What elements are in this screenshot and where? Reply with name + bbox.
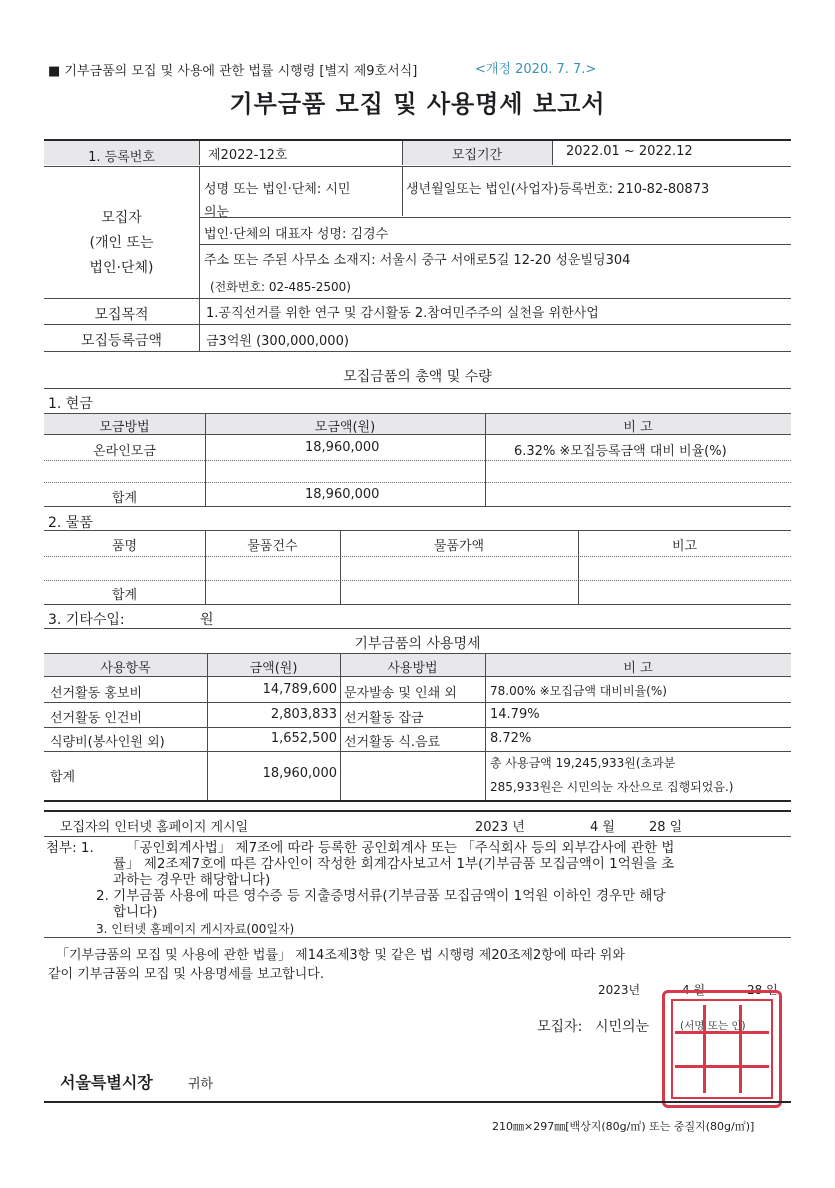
reg-amount-label: 모집등록금액 xyxy=(80,333,163,349)
attachment-2-line1: 2. 기부금품 사용에 따른 영수증 등 지출증명서류(기부금품 모집금액이 1억원 이하인 경우만 해당 xyxy=(96,888,666,904)
usage-row1-method: 문자발송 및 인쇄 외 xyxy=(344,686,457,701)
collector-label-1: 모집자 xyxy=(101,210,142,226)
usage-header-method: 사용방법 xyxy=(387,661,438,676)
cash-header-method: 모금방법 xyxy=(99,420,150,435)
usage-row1-amount: 14,789,600 xyxy=(262,682,337,697)
cash-row-method: 온라인모금 xyxy=(93,444,156,459)
collector-label-2: (개인 또는 xyxy=(89,235,154,251)
statement-line-1: 「기부금품의 모집 및 사용에 관한 법률」 제14조제3항 및 같은 법 시행령 제20조제2항에 따라 위와 xyxy=(56,948,625,963)
revision-note: <개정 2020. 7. 7.> xyxy=(475,62,597,77)
collector-phone: (전화번호: 02-485-2500) xyxy=(210,280,351,294)
usage-section-title: 기부금품의 사용명세 xyxy=(354,636,481,652)
goods-header-count: 물품건수 xyxy=(247,539,298,554)
recipient-name: 서울특별시장 xyxy=(60,1073,153,1092)
collector-representative: 법인·단체의 대표자 성명: 김경수 xyxy=(204,227,389,242)
recipient-suffix: 귀하 xyxy=(188,1077,214,1092)
collector-name-line2: 의눈 xyxy=(204,205,230,220)
purpose-label: 모집목적 xyxy=(94,307,149,323)
usage-row3-note: 8.72% xyxy=(490,731,532,746)
usage-row2-note: 14.79% xyxy=(490,707,540,722)
collector-name-line1: 성명 또는 법인·단체: 시민 xyxy=(204,182,351,197)
internet-post-year: 2023 년 xyxy=(475,820,525,835)
internet-post-day: 28 일 xyxy=(649,820,683,835)
collector-sign-label: 모집자: xyxy=(537,1019,583,1035)
usage-total-note-1: 총 사용금액 19,245,933원(초과분 xyxy=(490,756,676,770)
cash-header-note: 비 고 xyxy=(623,420,653,435)
usage-row1-item: 선거활동 홍보비 xyxy=(50,686,143,701)
collector-label-3: 법인·단체) xyxy=(89,260,154,276)
attachment-3: 3. 인터넷 홈페이지 게시자료(00일자) xyxy=(96,922,295,936)
usage-total-note-2: 285,933원은 시민의눈 자산으로 집행되었음.) xyxy=(490,780,734,794)
usage-header-item: 사용항목 xyxy=(100,661,151,676)
internet-post-month: 4 월 xyxy=(590,820,615,835)
collector-address: 주소 또는 주된 사무소 소재지: 서울시 중구 서애로5길 12-20 성운빌딩304 xyxy=(204,253,631,268)
sign-or-seal-note: (서명 또는 인) xyxy=(680,1020,746,1032)
paper-spec: 210㎜×297㎜[백상지(80g/㎡) 또는 중질지(80g/㎡)] xyxy=(492,1120,755,1133)
collector-sign-name: 시민의눈 xyxy=(595,1019,650,1035)
reg-no-label: 1. 등록번호 xyxy=(88,150,155,165)
period-label: 모집기간 xyxy=(451,148,503,163)
attachment-1-line2: 률」 제2조제7호에 따른 감사인이 작성한 회계감사보고서 1부(기부금품 모집금액이 1억원을 초 xyxy=(113,856,675,872)
cash-total-label: 합계 xyxy=(111,491,138,506)
internet-post-label: 모집자의 인터넷 홈페이지 게시일 xyxy=(60,820,249,835)
attachments-prefix: 첨부: 1. xyxy=(46,840,94,856)
collector-birth-reg: 생년월일또는 법인(사업자)등록번호: 210-82-80873 xyxy=(406,182,710,197)
goods-header-name: 품명 xyxy=(111,539,138,554)
usage-row2-method: 선거활동 잡금 xyxy=(344,711,424,726)
purpose-value: 1.공직선거를 위한 연구 및 감시활동 2.참여민주주의 실천을 위한사업 xyxy=(206,306,599,321)
usage-row3-method: 선거활동 식.음료 xyxy=(344,735,441,750)
usage-header-amount: 금액(원) xyxy=(249,661,298,676)
cash-row-amount: 18,960,000 xyxy=(305,440,380,455)
usage-header-note: 비 고 xyxy=(623,661,653,676)
attachment-1-line3: 과하는 경우만 해당합니다) xyxy=(113,872,271,888)
form-reference: ■ 기부금품의 모집 및 사용에 관한 법률 시행령 [별지 제9호서식] xyxy=(48,64,418,79)
reg-amount-value: 금3억원 (300,000,000) xyxy=(206,334,349,349)
usage-row1-note: 78.00% ※모집금액 대비비율(%) xyxy=(490,684,667,698)
goods-header-value: 물품가액 xyxy=(433,539,485,554)
usage-total-amount: 18,960,000 xyxy=(262,766,337,781)
cash-row-note: 6.32% ※모집등록금액 대비 비율(%) xyxy=(514,444,727,459)
cash-title: 1. 현금 xyxy=(48,396,93,412)
usage-row2-item: 선거활동 인건비 xyxy=(50,711,143,726)
attachment-1-line1: 「공인회계사법」 제7조에 따라 등록한 공인회계사 또는 「주식회사 등의 외부감사에 관한 법 xyxy=(126,840,675,856)
cash-total-amount: 18,960,000 xyxy=(305,487,380,502)
sign-day: 28 일 xyxy=(747,983,778,997)
page-title: 기부금품 모집 및 사용명세 보고서 xyxy=(229,90,606,118)
totals-section-title: 모집금품의 총액 및 수량 xyxy=(343,369,492,385)
other-income-unit: 원 xyxy=(200,612,214,628)
other-income-label: 3. 기타수입: xyxy=(48,612,125,628)
period-value: 2022.01 ~ 2022.12 xyxy=(566,144,693,159)
usage-row2-amount: 2,803,833 xyxy=(270,707,337,722)
attachment-2-line2: 합니다) xyxy=(113,904,158,920)
goods-total-label: 합계 xyxy=(111,588,138,603)
sign-month: 4 월 xyxy=(682,983,706,997)
cash-header-amount: 모금액(원) xyxy=(314,420,376,435)
official-seal-stamp xyxy=(662,990,782,1108)
usage-total-label: 합계 xyxy=(50,770,76,785)
usage-row3-amount: 1,652,500 xyxy=(270,731,337,746)
statement-line-2: 같이 기부금품의 모집 및 사용명세를 보고합니다. xyxy=(48,967,324,982)
reg-no-value: 제2022-12호 xyxy=(208,148,288,163)
usage-row3-item: 식량비(봉사인원 외) xyxy=(50,735,165,750)
goods-title: 2. 물품 xyxy=(48,515,93,531)
goods-header-note: 비고 xyxy=(671,539,698,554)
sign-year: 2023년 xyxy=(598,983,641,997)
